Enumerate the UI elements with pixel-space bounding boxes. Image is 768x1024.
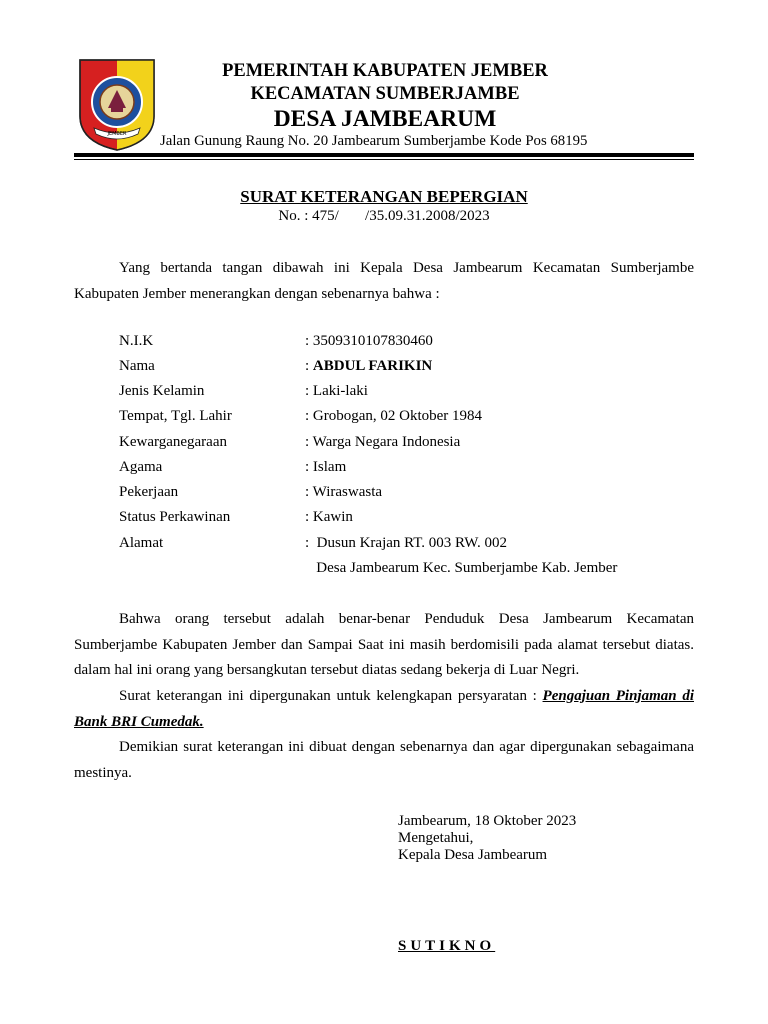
field-row-jenis-kelamin [119,383,679,408]
field-label: Agama [119,459,163,475]
signature-position: Kepala Desa Jambearum [398,847,548,863]
purpose-text: Pengajuan Pinjaman di Bank BRI Cumedak. [74,688,694,730]
field-value: : 3509310107830460 [305,333,433,349]
field-label: N.I.K [119,333,154,349]
field-row-nama [119,358,679,383]
field-label: Jenis Kelamin [119,383,205,399]
field-label: Pekerjaan [119,484,179,500]
field-value: : Dusun Krajan RT. 003 RW. 002 [305,535,508,551]
field-label: Status Perkawinan [119,509,231,525]
field-value: : Grobogan, 02 Oktober 1984 [305,408,483,424]
domicile-paragraph: Bahwa orang tersebut adalah benar-benar Penduduk Desa Jambearum Kecamatan Sumberjambe Kabupaten Jember dan Sampai Saat ini masih berdomisili pada alamat tersebut diatas. dalam hal ini orang yang bersangkutan tersebut diatas sedang bekerja di Luar Negri. [74,611,694,678]
header-rule-thick [74,153,694,157]
purpose-paragraph [74,684,694,735]
field-value: : Wiraswasta [305,484,383,500]
field-value: : Kawin [305,509,353,525]
kop-line-2: KECAMATAN SUMBERJAMBE [250,84,520,104]
field-label: Alamat [119,535,164,551]
kop-address: Jalan Gunung Raung No. 20 Jambearum Sumberjambe Kode Pos 68195 [160,133,588,149]
jember-regency-emblem [78,58,156,152]
kop-line-3: DESA JAMBEARUM [273,106,497,132]
field-row-agama [119,459,679,484]
closing-paragraph: Demikian surat keterangan ini dibuat dengan sebenarnya dan agar dipergunakan sebagaimana mestinya. [74,739,694,781]
field-row-alamat [119,535,679,560]
signature-place-date: Jambearum, 18 Oktober 2023 [398,813,577,829]
header-rule-thin [74,159,694,160]
field-value: : Warga Negara Indonesia [305,434,461,450]
kop-line-1: PEMERINTAH KABUPATEN JEMBER [222,61,548,81]
field-row-kewarganegaraan [119,434,679,459]
field-row-pekerjaan [119,484,679,509]
svg-text:JEMBER: JEMBER [107,131,127,137]
field-value: : Laki-laki [305,383,368,399]
intro-paragraph: Yang bertanda tangan dibawah ini Kepala Desa Jambearum Kecamatan Sumberjambe Kabupaten Jember menerangkan dengan sebenarnya bahwa : [74,260,694,302]
field-row-alamat-cont [119,560,679,585]
field-value: : Islam [305,459,347,475]
field-row-ttl [119,408,679,433]
document-title: SURAT KETERANGAN BEPERGIAN [240,187,528,206]
field-row-nik [119,333,679,358]
field-colon: : [305,358,313,374]
signature-acknowledge: Mengetahui, [398,830,474,846]
field-label: Tempat, Tgl. Lahir [119,408,232,424]
field-value [305,358,432,375]
person-name: ABDUL FARIKIN [312,358,433,374]
signatory-name: SUTIKNO [398,938,496,954]
field-label: Nama [119,358,155,374]
field-row-status [119,509,679,534]
purpose-intro: Surat keterangan ini dipergunakan untuk kelengkapan persyaratan : [119,688,543,704]
field-value: Desa Jambearum Kec. Sumberjambe Kab. Jember [305,560,618,576]
document-number: No. : 475/ /35.09.31.2008/2023 [278,208,490,224]
field-label: Kewarganegaraan [119,434,227,450]
